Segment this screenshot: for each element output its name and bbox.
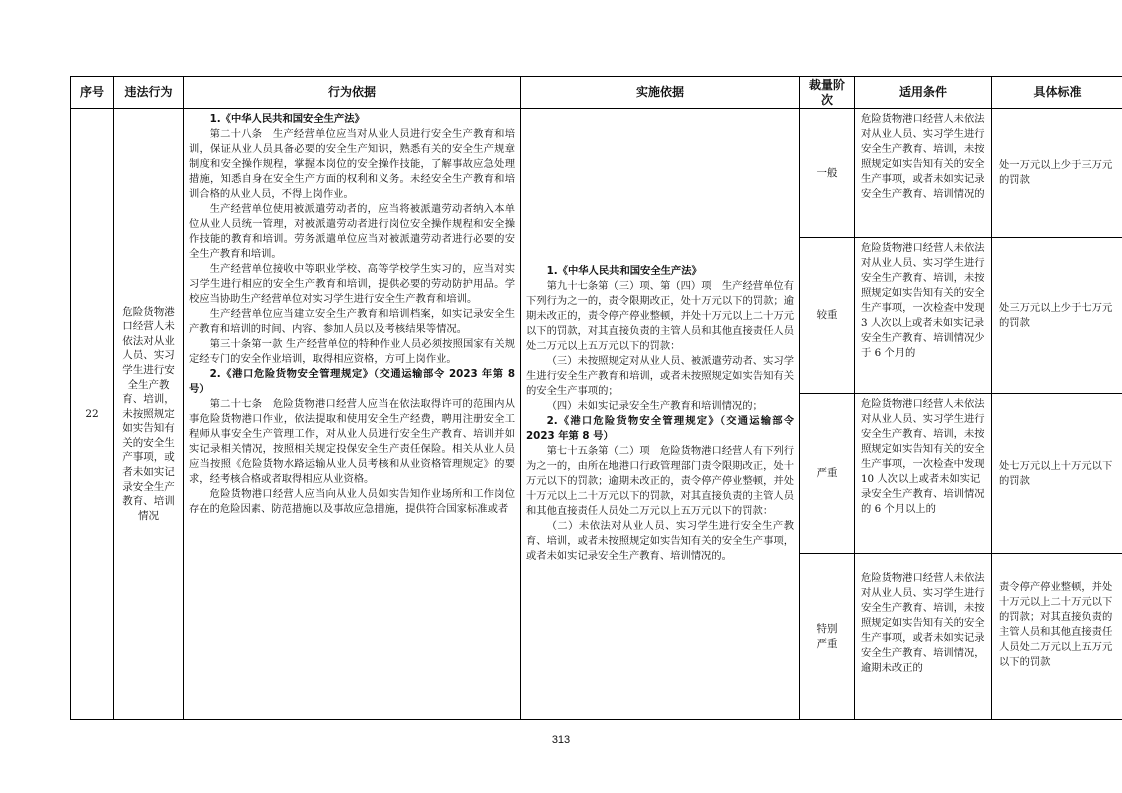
basis-paragraph: 生产经营单位使用被派遣劳动者的，应当将被派遣劳动者纳入本单位从业人员统一管理，对被派遣劳动者进行岗位安全操作规程和安全操作技能的教育和培训。劳务派遣单位应当对被派遣劳动者进行必要的安全生产教育和培训。 [189, 203, 515, 260]
level-cell: 严重 [800, 394, 855, 554]
basis-paragraph: 危险货物港口经营人应当向从业人员如实告知作业场所和工作岗位存在的危险因素、防范措施以及事故应急措施，提供符合国家标准或者 [189, 488, 515, 515]
basis-paragraph: 生产经营单位接收中等职业学校、高等学校学生实习的，应当对实习学生进行相应的安全生产教育和培训，提供必要的劳动防护用品。学校应当协助生产经营单位对实习学生进行安全生产教育和培训。 [189, 263, 515, 305]
level-cell: 一般 [800, 109, 855, 238]
condition-cell: 危险货物港口经营人未依法对从业人员、实习学生进行安全生产教育、培训，未按照规定如实告知有关的安全生产事项，一次检查中发现 3 人次以上或者未如实记录安全生产教育、培训情况少于 6 个月的 [855, 238, 992, 394]
basis-paragraph: 第二十七条 危险货物港口经营人应当在依法取得许可的范围内从事危险货物港口作业，依法提取和使用安全生产经费，聘用注册安全工程师从事安全生产管理工作，对从业人员进行安全生产教育、培训并如实记录相关情况，按照相关规定投保安全生产责任保险。相关从业人员应当按照《危险货物水路运输从业人员考核和从业资格管理规定》的要求，经考核合格或者取得相应从业资格。 [189, 398, 515, 485]
condition-cell: 危险货物港口经营人未依法对从业人员、实习学生进行安全生产教育、培训，未按照规定如实告知有关的安全生产事项，一次检查中发现 10 人次以上或者未如实记录安全生产教育、培训情况的 6 个月以上的 [855, 394, 992, 554]
header-basis: 行为依据 [184, 77, 521, 109]
page-number: 313 [551, 734, 571, 746]
basis-paragraph: 第二十八条 生产经营单位应当对从业人员进行安全生产教育和培训，保证从业人员具备必要的安全生产知识，熟悉有关的安全生产规章制度和安全操作规程，掌握本岗位的安全操作技能，了解事故应急处理措施，知悉自身在安全生产方面的权利和义务。未经安全生产教育和培训合格的从业人员，不得上岗作业。 [189, 128, 515, 200]
basis-heading: 2.《港口危险货物安全管理规定》（交通运输部令 2023 年第 8 号） [189, 368, 515, 395]
standard-cell: 处三万元以上少于七万元的罚款 [992, 238, 1122, 394]
implementation-paragraph: 第九十七条第（三）项、第（四）项 生产经营单位有下列行为之一的，责令限期改正，处十万元以下的罚款；逾期未改正的，责令停产停业整顿，并处十万元以上二十万元以下的罚款，对其直接负责的主管人员和其他直接责任人员处二万元以上五万元以下的罚款： [526, 280, 794, 352]
implementation-paragraph: （四）未如实记录安全生产教育和培训情况的； [546, 400, 763, 412]
implementation-paragraph: （二）未依法对从业人员、实习学生进行安全生产教育、培训，或者未按照规定如实告知有关的安全生产事项，或者未如实记录安全生产教育、培训情况的。 [526, 520, 794, 562]
implementation-paragraph: （三）未按照规定对从业人员、被派遣劳动者、实习学生进行安全生产教育和培训，或者未按照规定如实告知有关的安全生产事项的； [526, 355, 794, 397]
condition-cell: 危险货物港口经营人未依法对从业人员、实习学生进行安全生产教育、培训，未按照规定如实告知有关的安全生产事项，或者未如实记录安全生产教育、培训情况，逾期未改正的 [855, 554, 992, 720]
header-implementation: 实施依据 [521, 77, 800, 109]
level-cell: 特别严重 [800, 554, 855, 720]
header-level: 裁量阶次 [800, 77, 855, 109]
row-implementation [521, 109, 800, 720]
basis-content [189, 112, 515, 517]
basis-paragraph: 生产经营单位应当建立安全生产教育和培训档案，如实记录安全生产教育和培训的时间、内容、参加人员以及考核结果等情况。 [189, 308, 515, 335]
implementation-paragraph: 第七十五条第（二）项 危险货物港口经营人有下列行为之一的，由所在地港口行政管理部门责令限期改正，处十万元以下的罚款；逾期未改正的，责令停产停业整顿，并处十万元以上二十万元以下的罚款，对其直接负责的主管人员和其他直接责任人员处二万元以上五万元以下的罚款： [526, 445, 794, 517]
header-standard: 具体标准 [992, 77, 1122, 109]
standard-cell: 责令停产停业整顿，并处十万元以上二十万元以下的罚款；对其直接负责的主管人员和其他直接责任人员处二万元以上五万元以下的罚款 [992, 554, 1122, 720]
header-seq: 序号 [71, 77, 114, 109]
table-row [71, 109, 1122, 238]
basis-paragraph: 第三十条第一款 生产经营单位的特种作业人员必须按照国家有关规定经专门的安全作业培训，取得相应资格，方可上岗作业。 [189, 338, 515, 365]
row-basis [184, 109, 521, 720]
implementation-content [526, 264, 794, 564]
header-condition: 适用条件 [855, 77, 992, 109]
row-violation: 危险货物港口经营人未依法对从业人员、实习学生进行安全生产教育、培训，未按照规定如实告知有关的安全生产事项，或者未如实记录安全生产教育、培训情况 [114, 109, 184, 720]
condition-cell: 危险货物港口经营人未依法对从业人员、实习学生进行安全生产教育、培训，未按照规定如实告知有关的安全生产事项，或者未如实记录安全生产教育、培训情况的 [855, 109, 992, 238]
level-cell: 较重 [800, 238, 855, 394]
penalty-standard-table [70, 76, 1122, 720]
row-seq: 22 [71, 109, 114, 720]
implementation-heading: 1.《中华人民共和国安全生产法》 [546, 265, 702, 277]
implementation-heading: 2.《港口危险货物安全管理规定》（交通运输部令 2023 年第 8 号） [526, 415, 794, 442]
basis-heading: 1.《中华人民共和国安全生产法》 [209, 113, 365, 125]
standard-cell: 处一万元以上少于三万元的罚款 [992, 109, 1122, 238]
table-header-row [71, 77, 1122, 109]
standard-cell: 处七万元以上十万元以下的罚款 [992, 394, 1122, 554]
header-violation: 违法行为 [114, 77, 184, 109]
